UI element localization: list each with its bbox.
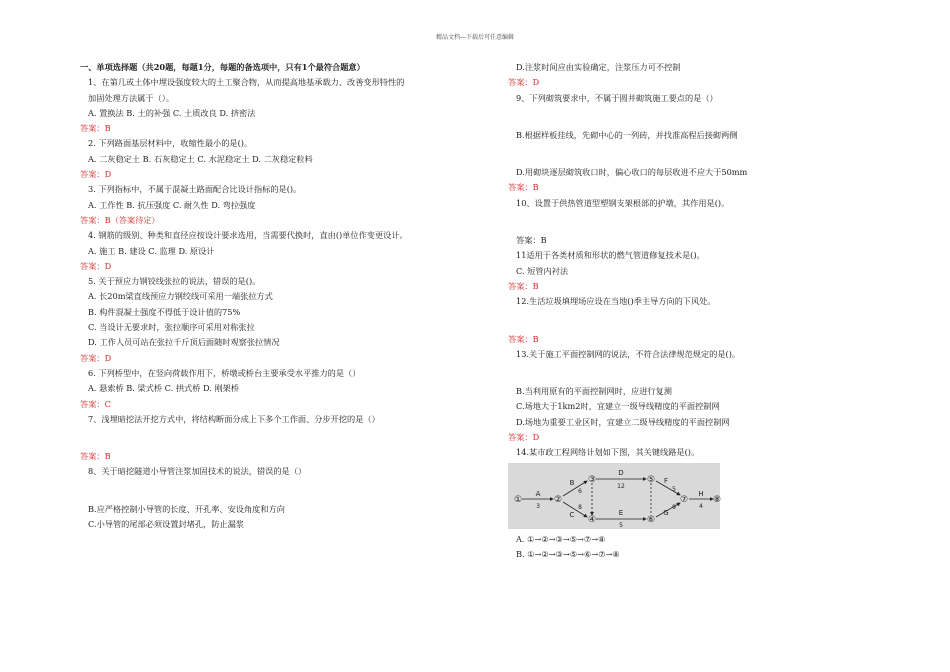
blank-space xyxy=(80,427,472,449)
question-line: 11适用于各类材质和形状的燃气管道修复技术是()。 xyxy=(516,250,705,261)
option-line: B. ①→②→③→⑤→⑥→⑦→⑧ xyxy=(516,548,620,559)
network-node: ② xyxy=(553,494,563,505)
question-line: 7、浅埋暗挖法开挖方式中，将结构断面分成上下多个工作面、分步开挖的是（） xyxy=(88,413,380,424)
activity-duration: 6 xyxy=(578,487,582,495)
network-diagram-svg xyxy=(508,463,720,529)
network-node: ⑦ xyxy=(679,494,689,505)
network-node: ⑧ xyxy=(712,494,722,505)
option-line: A. 二灰稳定土 B. 石灰稳定土 C. 水泥稳定土 D. 二灰稳定粒料 xyxy=(88,153,313,164)
network-node: ③ xyxy=(587,474,597,485)
activity-label: F xyxy=(663,476,669,485)
question-line: 2. 下列路面基层材料中，收缩性最小的是()。 xyxy=(88,138,253,149)
option-line: D.场地为重要工业区时，宜建立二级导线精度的平面控制网 xyxy=(516,416,730,427)
edge-b xyxy=(563,478,587,496)
answer-line: 答案：C xyxy=(80,398,111,409)
question-line: 加固处理方法属于（）。 xyxy=(88,92,174,103)
left-column xyxy=(80,60,472,532)
option-line: A. 工作性 B. 抗压强度 C. 耐久性 D. 弯拉强度 xyxy=(88,199,256,210)
option-line: D.用砌块逐层砌筑收口时，偏心收口的每层收进不应大于50mm xyxy=(516,167,748,178)
answer-line: 答案：B xyxy=(80,123,111,134)
option-line: C. 当设计无要求时，张拉顺序可采用对称张拉 xyxy=(88,322,255,333)
option-line: D. 工作人员可站在张拉千斤顶后面随时观察张拉情况 xyxy=(88,337,280,348)
blank-space xyxy=(508,211,808,233)
answer-line: 答案：D xyxy=(80,260,112,271)
activity-duration: 3 xyxy=(536,502,540,510)
network-diagram xyxy=(508,463,720,529)
blank-space xyxy=(508,310,808,332)
activity-label: A xyxy=(535,489,541,498)
right-column-bottom xyxy=(508,532,808,563)
question-line: 4. 钢筋的级别、种类和直径应按设计要求选用，当需要代换时，直由()单位作变更设计。 xyxy=(88,230,408,241)
blank-space xyxy=(508,143,808,165)
option-line: A. 悬索桥 B. 梁式桥 C. 拱式桥 D. 刚架桥 xyxy=(88,383,240,394)
activity-label: C xyxy=(569,510,575,519)
option-line: A. 置换法 B. 土的补强 C. 土质改良 D. 挤密法 xyxy=(88,107,256,118)
activity-duration: 8 xyxy=(578,503,582,511)
question-line: 10、设置于供热管道型塑钢支架根部的护墩，其作用是()。 xyxy=(516,197,730,208)
answer-line: 答案：B xyxy=(80,451,111,462)
question-line: 13.关于施工平面控制网的说法，不符合法律规范规定的是()。 xyxy=(516,348,741,359)
answer-line: 答案：D xyxy=(80,169,112,180)
answer-line: 答案：D xyxy=(508,432,540,443)
activity-duration: 12 xyxy=(617,482,625,490)
question-line: 14.某市政工程网络计划如下图，其关键线路是()。 xyxy=(516,447,700,458)
answer-line: 答案：B（答案待定） xyxy=(80,214,160,225)
question-line: 6. 下列桥型中，在竖向荷载作用下，桥墩或桥台主要承受水平推力的是（） xyxy=(88,367,361,378)
network-node: ④ xyxy=(587,514,597,525)
network-node: ⑤ xyxy=(646,474,656,485)
right-column-top xyxy=(508,60,808,461)
option-line: C. 短管内衬法 xyxy=(516,265,569,276)
activity-label: D xyxy=(618,468,624,477)
activity-label: H xyxy=(698,489,704,498)
activity-label: B xyxy=(569,478,575,487)
activity-label: G xyxy=(663,508,669,517)
option-line: C.小导管的尾部必须设置封堵孔，防止漏浆 xyxy=(88,519,244,530)
network-node: ① xyxy=(513,494,523,505)
option-line: B.当利用原有的平面控制网时，应进行复测 xyxy=(516,386,672,397)
question-line: 12.生活垃圾填埋场应设在当地()季主导方向的下风处。 xyxy=(516,296,716,307)
option-line: D.注浆时间应由实验确定，注浆压力可不控制 xyxy=(516,62,681,72)
question-line: 8、关于暗挖隧道小导管注浆加固技术的说法，错误的是（） xyxy=(88,466,307,477)
question-line: 5. 关于预应力钢铰线张拉的说法，错误的是()。 xyxy=(88,276,261,287)
option-line: B. 构件混凝土强度不得低于设计值的75% xyxy=(88,306,241,317)
option-line: 答案：B xyxy=(516,235,547,246)
network-node: ⑥ xyxy=(646,514,656,525)
activity-duration: 9 xyxy=(672,503,676,511)
option-line: A. 施工 B. 建设 C. 监理 D. 原设计 xyxy=(88,245,215,256)
question-line: 1、在第几或土体中埋设强度较大的土工聚合物，从而提高地基承载力、改善变形特性的 xyxy=(88,77,405,88)
activity-label: E xyxy=(618,508,624,517)
option-line: A. ①→②→③→⑤→⑦→⑧ xyxy=(516,533,606,544)
answer-line: 答案：D xyxy=(508,77,540,88)
answer-line: 答案：B xyxy=(508,280,539,291)
activity-duration: 5 xyxy=(672,485,676,493)
edge-c xyxy=(563,502,587,517)
answer-line: 答案：B xyxy=(508,333,539,344)
question-line: 3. 下列指标中，不属于混凝土路面配合比设计指标的是()。 xyxy=(88,184,302,195)
activity-duration: 5 xyxy=(619,521,623,529)
option-line: B.应严格控制小导管的长度、开孔率、安设角度和方向 xyxy=(88,503,285,514)
section-title: 一、单项选择题（共20题，每题1分，每题的备选项中，只有1个最符合题意） xyxy=(80,62,365,72)
option-line: A. 长20m梁直线预应力钢绞线可采用一端张拉方式 xyxy=(88,291,273,302)
activity-duration: 4 xyxy=(699,502,703,510)
answer-line: 答案：B xyxy=(508,182,539,193)
blank-space xyxy=(508,106,808,128)
option-line: C.场地大于1km2时，宜建立一级导线精度的平面控制网 xyxy=(516,401,720,412)
page-header: 精品文档---下载后可任意编辑 xyxy=(435,34,515,41)
option-line: B.根据样板挂线，先砌中心的一列砖，并找准高程后接砌两侧 xyxy=(516,129,738,140)
answer-line: 答案：D xyxy=(80,352,112,363)
blank-space xyxy=(80,480,472,502)
question-line: 9、下列砌筑要求中，不属于圆井砌筑施工要点的是（） xyxy=(516,92,718,103)
right-column xyxy=(508,60,808,562)
blank-space xyxy=(508,362,808,384)
